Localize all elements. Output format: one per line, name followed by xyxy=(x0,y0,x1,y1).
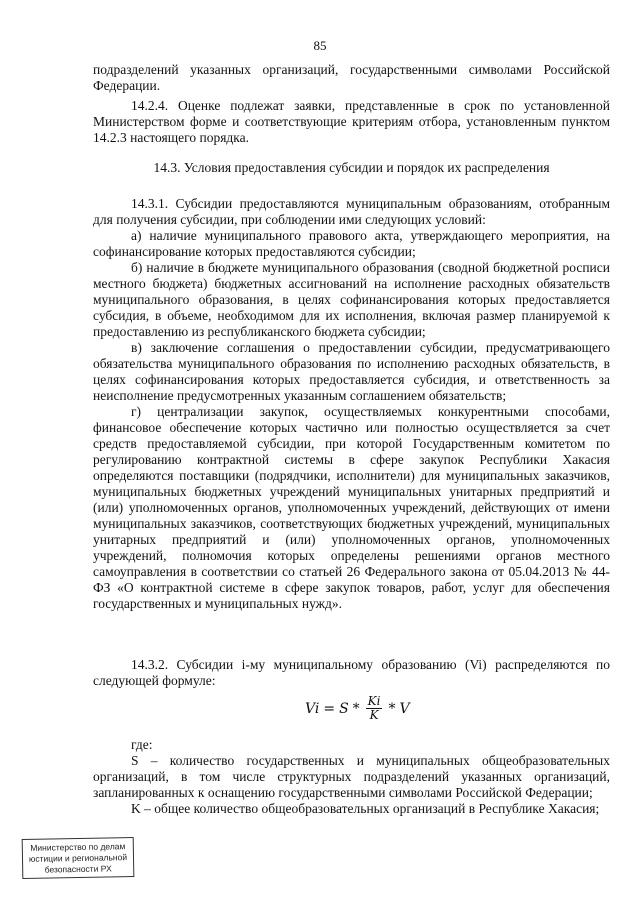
paragraph-continuation xyxy=(93,62,610,94)
paragraph-1: подразделений указанных организаций, государственными символами Российской Федерации. xyxy=(93,62,610,93)
paragraph-4: а) наличие муниципального правового акта, утверждающего мероприятия, на софинансирование которых предоставляются субсидии; xyxy=(93,228,610,259)
paragraph-7: г) централизации закупок, осуществляемых конкурентными способами, финансовое обеспечение которых частично или полностью осуществляется за счет средств предоставляемой субсидии, при которой Государственным комитетом по регулированию контрактной системы в сфере закупок Республики Хакасия определяются поставщики (подрядчики, исполнители) для муниципальных заказчиков, муниципальных бюджетных учреждений муниципальных унитарных предприятий и (или) уполномоченных органов, уполномоченных учреждений, действующих от имени муниципальных заказчиков, соответствующих бюджетных учреждений, муниципальных унитарных предприятий и (или) уполномоченных органов, уполномоченных учреждений, полномочия которых определены решениями органов местного самоуправления в соответствии со статьей 26 Федерального закона от 05.04.2013 № 44-ФЗ «О контрактной системе в сфере закупок товаров, работ, услуг для обеспечения государственных и муниципальных нужд». xyxy=(93,404,610,611)
stamp-line-3: безопасности РХ xyxy=(44,863,112,875)
section-heading-block xyxy=(93,160,610,176)
paragraph-3: 14.3.1. Субсидии предоставляются муниципальным образованиям, отобранным для получения субсидии, при соблюдении ими следующих условий: xyxy=(93,196,610,227)
formula-op1: * xyxy=(352,700,360,717)
section-14-2-4 xyxy=(93,98,610,146)
ministry-stamp xyxy=(22,837,135,879)
formula-numerator: Ki xyxy=(367,694,381,708)
paragraph-8: 14.3.2. Субсидии i-му муниципальному образованию (Vi) распределяются по следующей формуле: xyxy=(93,657,610,688)
paragraph-6: в) заключение соглашения о предоставлении субсидии, предусматривающего обязательства муниципального образования по исполнению расходных обязательств, в целях софинансирования которых предоставляется субсидия, и ответственность за неисполнение предусмотренных указанным соглашением обязательств; xyxy=(93,340,610,403)
formula-v: V xyxy=(399,700,410,717)
formula-lhs: Vi xyxy=(305,700,320,717)
formula-denominator: K xyxy=(369,708,379,722)
stamp-line-1: Министерство по делам xyxy=(30,841,126,853)
page-number: 85 xyxy=(313,38,327,53)
paragraph-9: S – количество государственных и муниципальных общеобразовательных организаций, в том числе структурных подразделений указанных организаций, запланированных к оснащению государственными символами Российской Федерации; xyxy=(93,753,610,800)
stamp-line-2: юстиции и региональной xyxy=(28,852,128,864)
section-heading: 14.3. Условия предоставления субсидии и порядок их распределения xyxy=(153,160,550,175)
paragraph-5: б) наличие в бюджете муниципального образования (сводной бюджетной росписи местного бюджета) бюджетных ассигнований на исполнение расходных обязательств муниципального образования, в целях софинансирования которых предоставляется субсидия, в объеме, необходимом для их исполнения, включая размер планируемой к предоставлению из республиканского бюджета субсидии; xyxy=(93,260,610,339)
formula-equals: = xyxy=(323,700,336,717)
where-label: где: xyxy=(131,737,153,752)
formula-fraction xyxy=(366,695,383,722)
section-14-3-1 xyxy=(93,196,610,612)
distribution-formula xyxy=(305,695,410,722)
formula-s: S xyxy=(339,700,349,717)
definitions-block xyxy=(93,737,610,817)
formula-op2: * xyxy=(388,700,396,717)
section-14-3-2 xyxy=(93,657,610,689)
paragraph-10: K – общее количество общеобразовательных организаций в Республике Хакасия; xyxy=(131,801,600,816)
paragraph-2: 14.2.4. Оценке подлежат заявки, представленные в срок по установленной Министерством форме и соответствующие критериям отбора, установленным пунктом 14.2.3 настоящего порядка. xyxy=(93,98,610,145)
